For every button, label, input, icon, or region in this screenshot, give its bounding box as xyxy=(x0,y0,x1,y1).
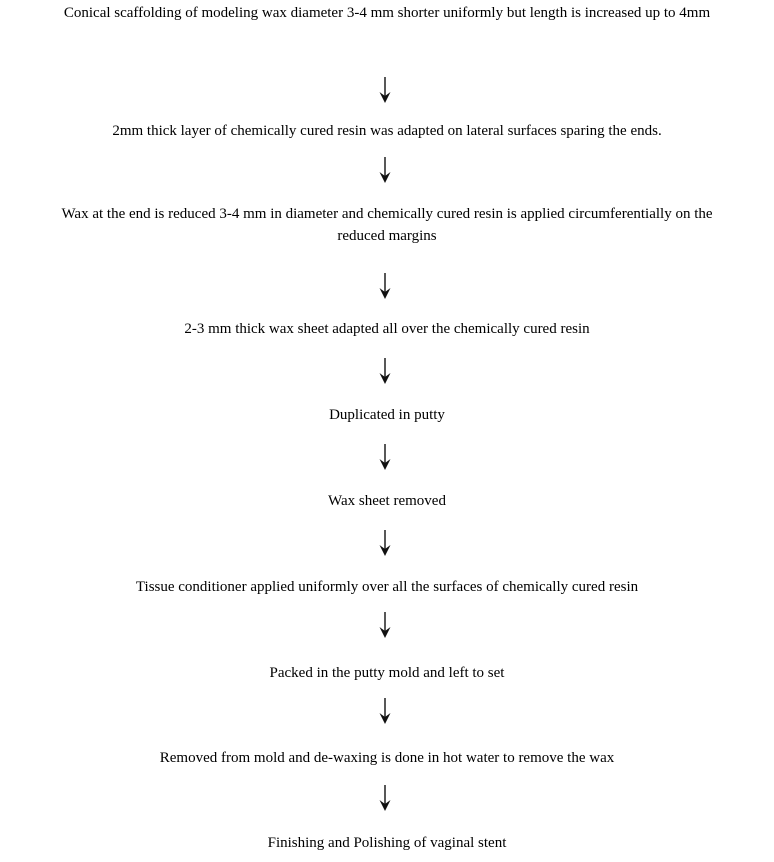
flow-step-5: Duplicated in putty xyxy=(329,407,445,423)
down-arrow-icon xyxy=(373,357,397,385)
flow-step-2: 2mm thick layer of chemically cured resin was adapted on lateral surfaces sparing the ends. xyxy=(112,123,662,139)
down-arrow-icon xyxy=(373,76,397,104)
flow-step-6: Wax sheet removed xyxy=(328,493,446,509)
flow-step-7: Tissue conditioner applied uniformly over all the surfaces of chemically cured resin xyxy=(135,579,639,595)
down-arrow-icon xyxy=(373,272,397,300)
down-arrow-icon xyxy=(373,611,397,639)
down-arrow-icon xyxy=(373,697,397,725)
down-arrow-icon xyxy=(373,529,397,557)
flow-step-3: Wax at the end is reduced 3-4 mm in diameter and chemically cured resin is applied circumferentially on the reduced margins xyxy=(61,206,713,244)
down-arrow-icon xyxy=(373,784,397,812)
flow-step-9: Removed from mold and de-waxing is done in hot water to remove the wax xyxy=(159,750,615,766)
down-arrow-icon xyxy=(373,156,397,184)
flow-step-4: 2-3 mm thick wax sheet adapted all over the chemically cured resin xyxy=(184,321,590,337)
flow-step-8: Packed in the putty mold and left to set xyxy=(269,665,505,681)
down-arrow-icon xyxy=(373,443,397,471)
flow-step-10: Finishing and Polishing of vaginal stent xyxy=(267,835,507,851)
flow-step-1: Conical scaffolding of modeling wax diameter 3-4 mm shorter uniformly but length is increased up to 4mm xyxy=(63,5,711,21)
